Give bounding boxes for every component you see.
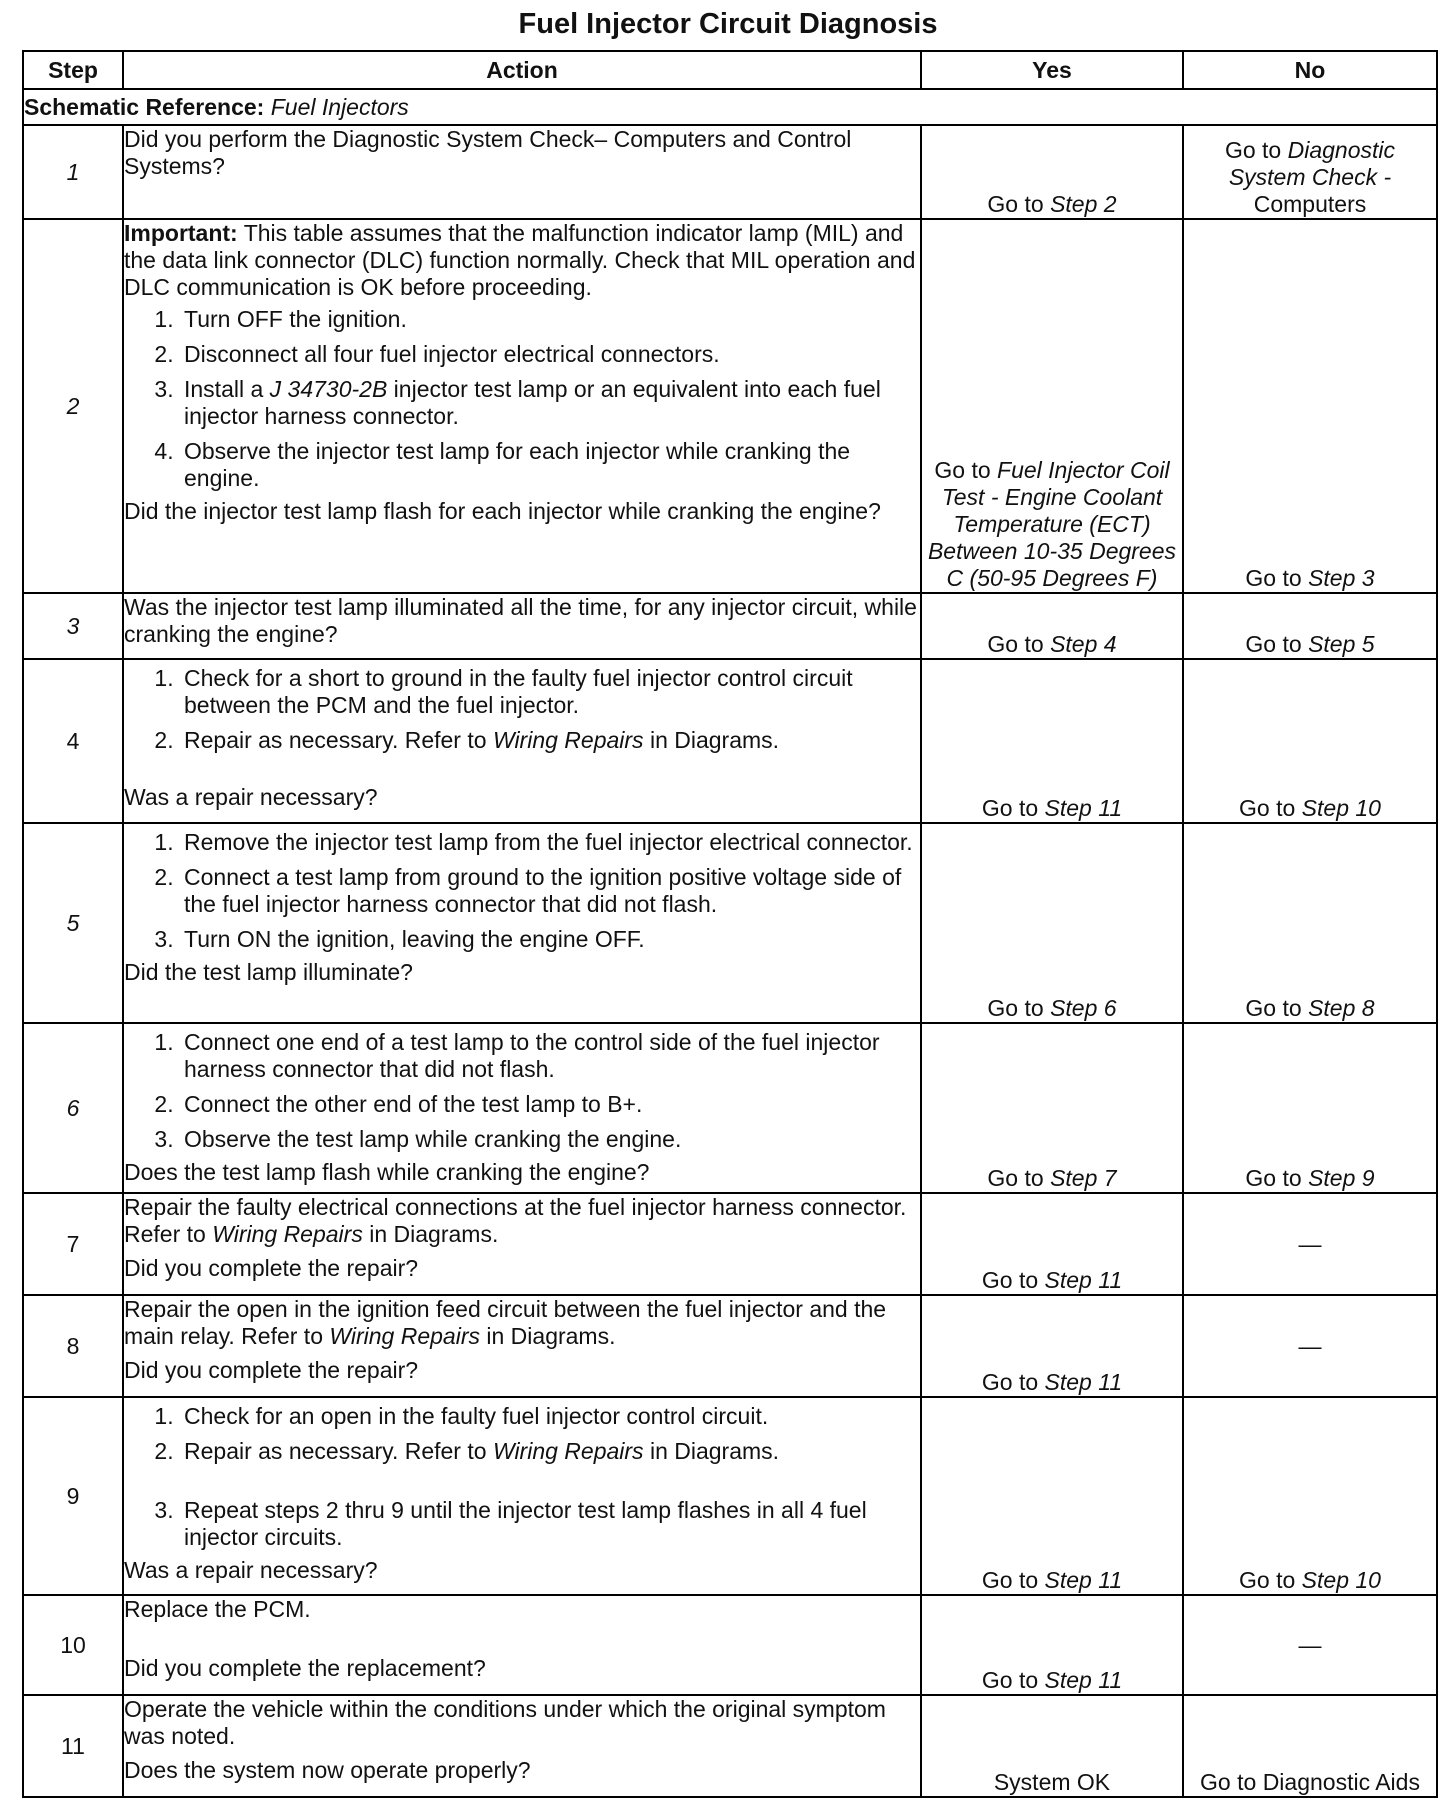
- goto-link[interactable]: Step 11: [1044, 1567, 1123, 1593]
- step-action: [123, 219, 921, 593]
- step-number: 2: [23, 219, 123, 593]
- step-question: Did you perform the Diagnostic System Check– Computers and Control Systems?: [124, 126, 852, 179]
- step-no: [1183, 1023, 1437, 1193]
- goto-link[interactable]: Step 11: [1044, 1667, 1123, 1693]
- goto-prefix: Go to: [934, 457, 998, 483]
- substep: 3. Observe the test lamp while cranking the engine.: [180, 1126, 920, 1153]
- instruction-text: in Diagrams.: [480, 1323, 616, 1349]
- step-instruction: Operate the vehicle within the conditions under which the original symptom was noted.: [124, 1696, 886, 1749]
- reference-link[interactable]: Wiring Repairs: [329, 1323, 480, 1349]
- substep: [180, 1438, 920, 1465]
- col-header-action: Action: [123, 51, 921, 89]
- reference-link[interactable]: Wiring Repairs: [492, 1438, 644, 1464]
- reference-link[interactable]: Wiring Repairs: [212, 1221, 363, 1247]
- step-number: 11: [23, 1695, 123, 1797]
- step-number: 8: [23, 1295, 123, 1397]
- col-header-step: Step: [23, 51, 123, 89]
- substep-text: Repair as necessary. Refer to: [184, 727, 493, 753]
- step-action: [123, 1695, 921, 1797]
- goto-link[interactable]: Step 10: [1301, 1567, 1381, 1593]
- reference-link[interactable]: Wiring Repairs: [492, 727, 644, 753]
- substep-text: in Diagrams.: [643, 727, 780, 753]
- step-yes: [921, 823, 1183, 1023]
- substep: 1. Remove the injector test lamp from the fuel injector electrical connector.: [180, 829, 920, 856]
- step-yes: [921, 125, 1183, 219]
- step-number: 1: [23, 125, 123, 219]
- step-question: Did you complete the replacement?: [124, 1655, 486, 1681]
- step-yes: [921, 1397, 1183, 1595]
- goto-prefix: Go to: [1245, 1165, 1309, 1191]
- step-action: [123, 1023, 921, 1193]
- col-header-no: No: [1183, 51, 1437, 89]
- step-row: [23, 1595, 1437, 1695]
- step-question: Was a repair necessary?: [124, 784, 378, 810]
- goto-prefix: Go to: [987, 1165, 1051, 1191]
- step-row: [23, 1295, 1437, 1397]
- schematic-reference-link[interactable]: Fuel Injectors: [270, 93, 409, 120]
- step-action: [123, 659, 921, 823]
- step-row: [23, 593, 1437, 659]
- substep: 1. Turn OFF the ignition.: [180, 306, 920, 333]
- substep: 2. Connect a test lamp from ground to the ignition positive voltage side of the fuel injector harness connector that did not flash.: [180, 864, 920, 918]
- goto-link[interactable]: Step 11: [1044, 1267, 1123, 1293]
- diagnosis-table: [22, 50, 1438, 1798]
- schematic-reference-label: Schematic Reference:: [24, 93, 265, 120]
- important-label: Important:: [124, 220, 238, 246]
- step-question: Was the injector test lamp illuminated all the time, for any injector circuit, while cranking the engine?: [124, 594, 917, 647]
- col-header-yes: Yes: [921, 51, 1183, 89]
- instruction-text: in Diagrams.: [362, 1221, 499, 1247]
- goto-prefix: Go to: [981, 795, 1045, 821]
- substep-list: [124, 1029, 920, 1153]
- step-action: [123, 593, 921, 659]
- substep-list: [124, 306, 920, 492]
- step-no: —: [1183, 1193, 1437, 1295]
- step-no: [1183, 823, 1437, 1023]
- substep: 3. Turn ON the ignition, leaving the engine OFF.: [180, 926, 920, 953]
- step-number: 6: [23, 1023, 123, 1193]
- goto-link[interactable]: Step 11: [1044, 1369, 1123, 1395]
- goto-prefix: Go to: [981, 1369, 1045, 1395]
- important-note: [124, 220, 920, 301]
- step-yes: System OK: [921, 1695, 1183, 1797]
- step-no: [1183, 125, 1437, 219]
- goto-prefix: Go to: [987, 995, 1051, 1021]
- step-number: 9: [23, 1397, 123, 1595]
- goto-prefix: Go to: [981, 1567, 1045, 1593]
- goto-prefix: Go to: [1245, 995, 1309, 1021]
- goto-link[interactable]: Step 3: [1308, 565, 1375, 591]
- substep: 2. Disconnect all four fuel injector electrical connectors.: [180, 341, 920, 368]
- page-title: Fuel Injector Circuit Diagnosis: [518, 8, 938, 40]
- step-yes: [921, 219, 1183, 593]
- step-question: Did you complete the repair?: [124, 1255, 419, 1281]
- step-yes: [921, 659, 1183, 823]
- step-instruction: [124, 1194, 920, 1248]
- step-action: [123, 1595, 921, 1695]
- step-yes: [921, 1295, 1183, 1397]
- step-row: [23, 659, 1437, 823]
- goto-link[interactable]: Step 11: [1044, 795, 1123, 821]
- instruction-text: Repair the open in the ignition feed circuit between the fuel injector and the main relay. Refer to: [124, 1296, 887, 1349]
- step-row: [23, 1397, 1437, 1595]
- step-question: Did you complete the repair?: [124, 1357, 419, 1383]
- step-row: [23, 1193, 1437, 1295]
- step-row: [23, 1023, 1437, 1193]
- step-action: [123, 1397, 921, 1595]
- schematic-reference: [23, 89, 1437, 125]
- step-instruction: Replace the PCM.: [124, 1596, 311, 1622]
- substep: 3. Repeat steps 2 thru 9 until the injector test lamp flashes in all 4 fuel injector circuits.: [180, 1497, 920, 1551]
- goto-prefix: Go to: [987, 631, 1051, 657]
- goto-suffix: Computers: [1253, 191, 1367, 217]
- substep-text: injector test lamp or an equivalent into each fuel injector harness connector.: [184, 376, 881, 429]
- substep: 1. Check for an open in the faulty fuel injector control circuit.: [180, 1403, 920, 1430]
- goto-link[interactable]: Step 9: [1308, 1165, 1375, 1191]
- important-text: This table assumes that the malfunction indicator lamp (MIL) and the data link connector (DLC) function normally. Check that MIL operation and DLC communication is OK before proceeding.: [124, 220, 916, 300]
- step-yes: [921, 1193, 1183, 1295]
- step-yes: [921, 593, 1183, 659]
- step-row: [23, 823, 1437, 1023]
- step-no: [1183, 593, 1437, 659]
- goto-link[interactable]: Step 8: [1308, 995, 1375, 1021]
- tool-reference: J 34730-2B: [269, 376, 388, 402]
- goto-link[interactable]: Step 5: [1308, 631, 1375, 657]
- goto-link[interactable]: Diagnostic System Check -: [1228, 137, 1396, 190]
- goto-prefix: Go to: [1245, 565, 1309, 591]
- substep: 1. Check for a short to ground in the faulty fuel injector control circuit between the PCM and the fuel injector.: [180, 665, 920, 719]
- step-instruction: [124, 1296, 920, 1350]
- step-no: [1183, 659, 1437, 823]
- step-yes: [921, 1023, 1183, 1193]
- goto-link[interactable]: Step 4: [1050, 631, 1117, 657]
- substep-list: [124, 829, 920, 953]
- step-no: —: [1183, 1295, 1437, 1397]
- goto-prefix: Go to: [981, 1667, 1045, 1693]
- substep-list: [124, 665, 920, 754]
- header-row: [23, 51, 1437, 89]
- step-action: [123, 125, 921, 219]
- goto-prefix: Go to: [981, 1267, 1045, 1293]
- step-number: 4: [23, 659, 123, 823]
- step-question: Does the test lamp flash while cranking the engine?: [124, 1159, 650, 1185]
- substep-text: in Diagrams.: [643, 1438, 780, 1464]
- substep: [180, 376, 920, 430]
- step-question: Was a repair necessary?: [124, 1557, 378, 1583]
- substep-text: Install a: [184, 376, 270, 402]
- step-row: [23, 219, 1437, 593]
- step-no: [1183, 1397, 1437, 1595]
- step-number: 10: [23, 1595, 123, 1695]
- goto-prefix: Go to: [987, 191, 1051, 217]
- step-no[interactable]: Go to Diagnostic Aids: [1183, 1695, 1437, 1797]
- goto-prefix: Go to: [1239, 795, 1302, 821]
- step-action: [123, 1295, 921, 1397]
- step-no: —: [1183, 1595, 1437, 1695]
- step-number: 7: [23, 1193, 123, 1295]
- substep-list: [124, 1403, 920, 1551]
- goto-link[interactable]: Step 2: [1050, 191, 1117, 217]
- step-yes: [921, 1595, 1183, 1695]
- step-row: [23, 125, 1437, 219]
- goto-prefix: Go to: [1245, 631, 1309, 657]
- substep: 2. Connect the other end of the test lamp to B+.: [180, 1091, 920, 1118]
- goto-link[interactable]: Step 7: [1050, 1165, 1117, 1191]
- step-question: Does the system now operate properly?: [124, 1757, 531, 1783]
- step-question: Did the test lamp illuminate?: [124, 959, 413, 985]
- step-action: [123, 823, 921, 1023]
- schematic-reference-row: [23, 89, 1437, 125]
- step-row: [23, 1695, 1437, 1797]
- step-number: 3: [23, 593, 123, 659]
- goto-prefix: Go to: [1239, 1567, 1302, 1593]
- step-action: [123, 1193, 921, 1295]
- goto-link[interactable]: Step 10: [1301, 795, 1381, 821]
- step-question: Did the injector test lamp flash for each injector while cranking the engine?: [124, 498, 881, 524]
- substep: [180, 727, 920, 754]
- goto-link[interactable]: Step 6: [1050, 995, 1117, 1021]
- substep: 4. Observe the injector test lamp for each injector while cranking the engine.: [180, 438, 920, 492]
- substep: 1. Connect one end of a test lamp to the control side of the fuel injector harness connector that did not flash.: [180, 1029, 920, 1083]
- goto-prefix: Go to: [1224, 137, 1288, 163]
- step-number: 5: [23, 823, 123, 1023]
- goto-link[interactable]: Fuel Injector Coil Test - Engine Coolant Temperature (ECT) Between 10-35 Degrees C (50-95 Degrees F): [927, 457, 1177, 591]
- step-no: [1183, 219, 1437, 593]
- instruction-text: Repair the faulty electrical connections at the fuel injector harness connector. Refer to: [124, 1194, 907, 1247]
- substep-text: Repair as necessary. Refer to: [184, 1438, 493, 1464]
